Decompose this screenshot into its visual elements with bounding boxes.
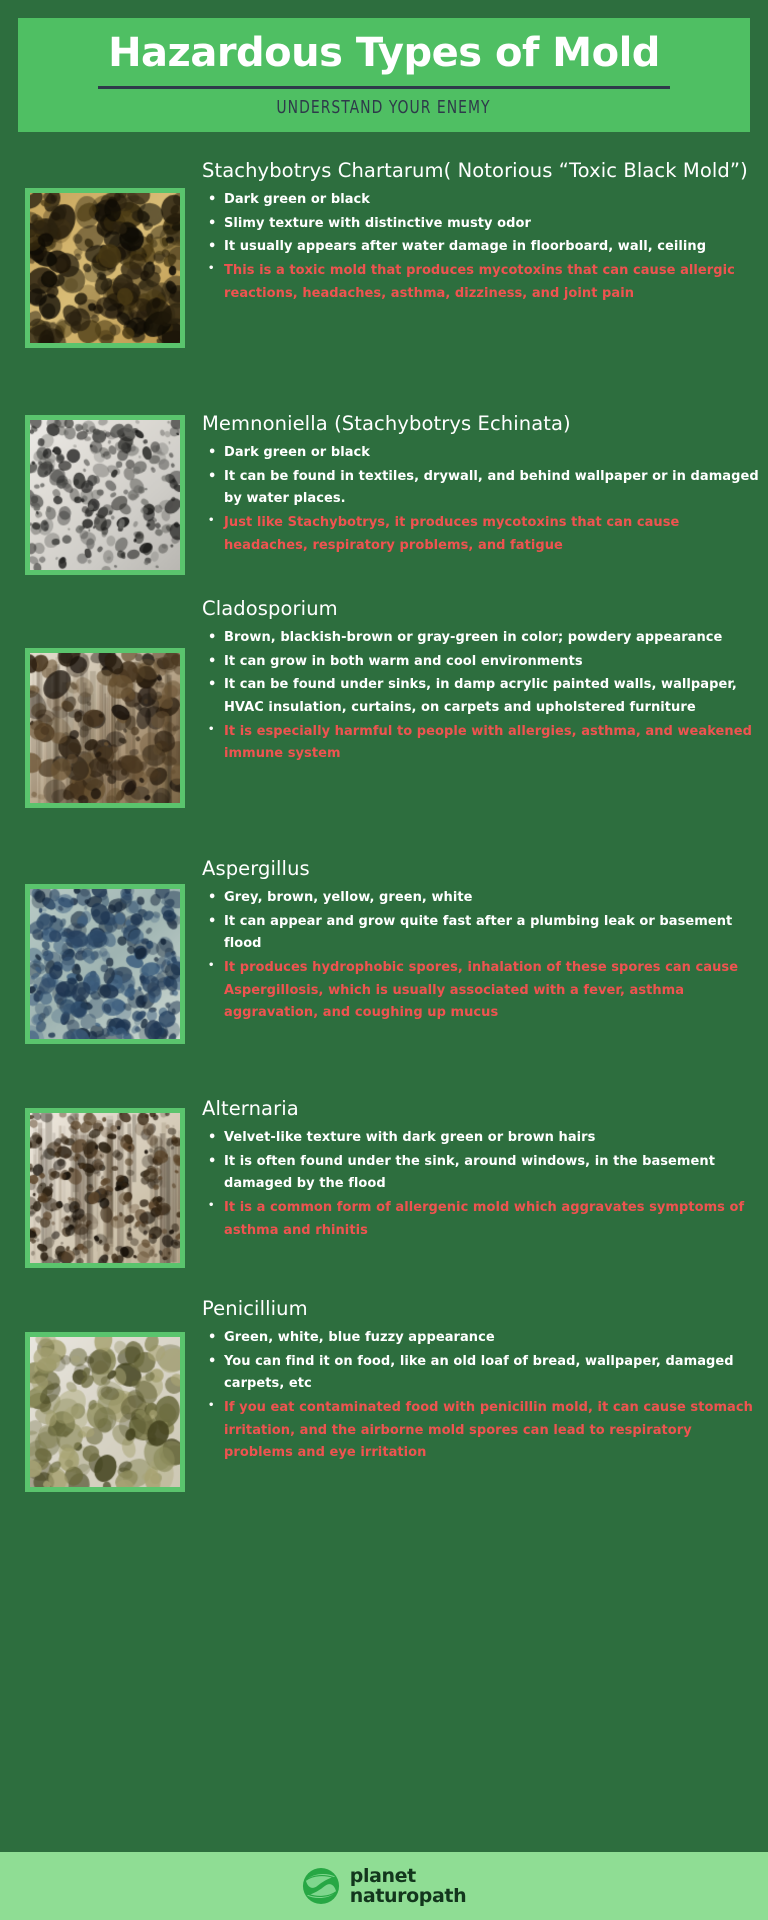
list-item: • It can appear and grow quite fast after a plumbing leak or basement flood xyxy=(202,911,762,956)
list-item: • Brown, blackish-brown or gray-green in color; powdery appearance xyxy=(202,627,762,650)
list-item: • Slimy texture with distinctive musty odor xyxy=(202,213,762,236)
section-title-alternaria: Alternaria xyxy=(202,1097,299,1120)
list-item: • Grey, brown, yellow, green, white xyxy=(202,887,762,910)
brand-logo[interactable] xyxy=(302,1864,467,1907)
black-mold-colonies-photo xyxy=(30,193,180,343)
mold-photo-cladosporium xyxy=(25,648,185,808)
warning-bullet: • Just like Stachybotrys, it produces mycotoxins that can cause headaches, respiratory problems, and fatigue xyxy=(202,512,762,557)
aspergillus-blue-mold-colony-photo xyxy=(30,889,180,1039)
page-title: Hazardous Types of Mold xyxy=(108,29,660,76)
brand-line-1: planet xyxy=(349,1864,416,1887)
brand-line-2: naturopath xyxy=(349,1884,467,1907)
list-item: • Dark green or black xyxy=(202,442,762,465)
section-title-penicillium: Penicillium xyxy=(202,1297,308,1320)
section-body-cladosporium xyxy=(202,595,762,767)
bullet-list-aspergillus xyxy=(202,887,762,1025)
header-banner xyxy=(18,18,750,132)
mold-photo-memnoniella xyxy=(25,415,185,575)
bullet-list-cladosporium xyxy=(202,627,762,766)
bullet-list-memnoniella xyxy=(202,442,762,557)
section-body-penicillium xyxy=(202,1295,762,1466)
section-title-aspergillus: Aspergillus xyxy=(202,857,310,880)
warning-bullet: • If you eat contaminated food with penicillin mold, it can cause stomach irritation, and the airborne mold spores can lead to respiratory problems and eye irritation xyxy=(202,1397,762,1465)
list-item: • Green, white, blue fuzzy appearance xyxy=(202,1327,762,1350)
list-item: • It is often found under the sink, around windows, in the basement damaged by the flood xyxy=(202,1151,762,1196)
list-item: • It can be found in textiles, drywall, and behind wallpaper or in damaged by water places. xyxy=(202,466,762,511)
list-item: • You can find it on food, like an old loaf of bread, wallpaper, damaged carpets, etc xyxy=(202,1351,762,1396)
cladosporium-mold-on-wall-corner-photo xyxy=(30,653,180,803)
page-subtitle: UNDERSTAND YOUR ENEMY xyxy=(276,96,492,118)
section-body-stachybotrys-chartarum xyxy=(202,157,762,306)
section-body-memnoniella xyxy=(202,410,762,558)
list-item: • Velvet-like texture with dark green or brown hairs xyxy=(202,1127,762,1150)
brand-wordmark xyxy=(349,1864,467,1907)
warning-bullet: • It is especially harmful to people with allergies, asthma, and weakened immune system xyxy=(202,721,762,766)
warning-bullet: • It produces hydrophobic spores, inhalation of these spores can cause Aspergillosis, which is usually associated with a fever, asthma aggravation, and coughing up mucus xyxy=(202,957,762,1025)
list-item: • Dark green or black xyxy=(202,189,762,212)
leaf-logo-icon xyxy=(302,1867,340,1905)
section-body-alternaria xyxy=(202,1095,762,1243)
bullet-list-alternaria xyxy=(202,1127,762,1242)
mold-photo-alternaria xyxy=(25,1108,185,1268)
mold-photo-stachybotrys-chartarum xyxy=(25,188,185,348)
list-item: • It usually appears after water damage in floorboard, wall, ceiling xyxy=(202,236,762,259)
alternaria-mold-on-wall-photo xyxy=(30,1113,180,1263)
section-body-aspergillus xyxy=(202,855,762,1026)
warning-bullet: • It is a common form of allergenic mold which aggravates symptoms of asthma and rhinitis xyxy=(202,1197,762,1242)
penicillium-mold-on-bread-photo xyxy=(30,1337,180,1487)
footer-banner xyxy=(0,1852,768,1920)
list-item: • It can be found under sinks, in damp acrylic painted walls, wallpaper, HVAC insulation, curtains, on carpets and upholstered furniture xyxy=(202,674,762,719)
list-item: • It can grow in both warm and cool environments xyxy=(202,651,762,674)
section-title-memnoniella: Memnoniella (Stachybotrys Echinata) xyxy=(202,412,571,435)
bullet-list-stachybotrys-chartarum xyxy=(202,189,762,305)
mold-photo-aspergillus xyxy=(25,884,185,1044)
memnoniella-mold-on-wall-photo xyxy=(30,420,180,570)
header-divider xyxy=(98,86,670,89)
bullet-list-penicillium xyxy=(202,1327,762,1465)
warning-bullet: • This is a toxic mold that produces mycotoxins that can cause allergic reactions, headaches, asthma, dizziness, and joint pain xyxy=(202,260,762,305)
section-title-stachybotrys-chartarum: Stachybotrys Chartarum( Notorious “Toxic Black Mold”) xyxy=(202,159,748,182)
section-title-cladosporium: Cladosporium xyxy=(202,597,338,620)
mold-photo-penicillium xyxy=(25,1332,185,1492)
